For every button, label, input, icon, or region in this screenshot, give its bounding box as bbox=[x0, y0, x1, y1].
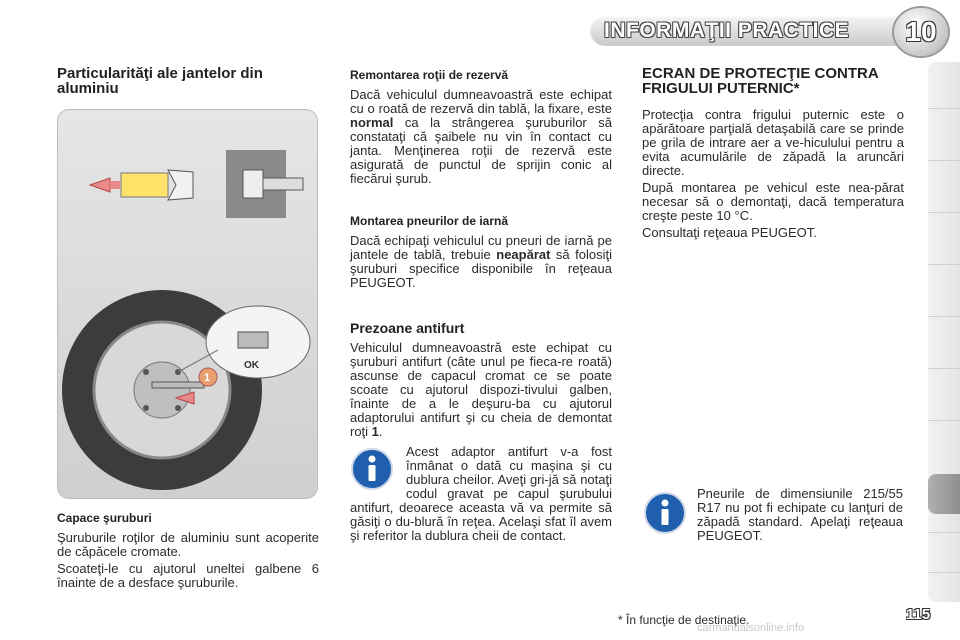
tab-divider bbox=[928, 532, 960, 533]
cold-protection-heading: ECRAN DE PROTECŢIE CONTRA FRIGULUI PUTERNIC* bbox=[642, 65, 879, 97]
tab-divider bbox=[928, 368, 960, 369]
cold-protection-p2: După montarea pe vehicul este nea-părat necesar să o demontaţi, dacă temperatura creşte peste 10 °C. bbox=[642, 180, 904, 223]
antitheft-text-b: . bbox=[378, 424, 383, 439]
snow-chains-info-box bbox=[697, 487, 903, 543]
winter-text-b: să folosiţi şuruburi specifice disponibile în reţeaua PEUGEOT. bbox=[350, 247, 612, 290]
snow-chains-info-text: Pneurile de dimensiunile 215/55 R17 nu pot fi echipate cu lanţuri de zăpadă standard. Apelaţi reţeaua PEUGEOT. bbox=[697, 486, 903, 543]
info-icon bbox=[643, 491, 687, 535]
tab-divider bbox=[928, 420, 960, 421]
tab-divider bbox=[928, 264, 960, 265]
page-title: INFORMAŢII PRACTICE bbox=[604, 19, 850, 42]
page-header bbox=[560, 12, 960, 52]
tab-divider bbox=[928, 572, 960, 573]
arrow-left-icon bbox=[90, 178, 110, 192]
antitheft-bold: 1 bbox=[371, 424, 379, 439]
antitheft-text-a: Vehiculul dumneavoastră este echipat cu şuruburi antifurt (câte unul pe fieca-re roată) ascunse de capacul cromat ce se poate scoate cu ajutorul dispozi-tivului galben, înainte de a le deşuru-ba cu ajutorul adaptorului antifurt şi cu cheia de demontat roţi bbox=[350, 340, 612, 439]
caps-section bbox=[57, 511, 319, 590]
wheel-illustration bbox=[57, 109, 318, 499]
tool-claw-icon bbox=[168, 170, 193, 200]
bolt-head-icon bbox=[243, 170, 263, 198]
column-left bbox=[57, 66, 319, 96]
tab-active-chapter[interactable] bbox=[928, 474, 960, 514]
antitheft-info-text: Acest adaptor antifurt v-a fost înmânat o dată cu maşina şi cu dublura cheilor. Aveţi gri-jă să notaţi codul gravat pe capul şurubului antifurt, deoarece aceasta vă va permite să găsiţi o du-blură în reţea. Acelaşi sfat îl avem şi referitor la dublura cheii de contact. bbox=[350, 444, 612, 543]
arrow-left-shaft bbox=[110, 181, 120, 189]
chapter-tabs bbox=[928, 62, 960, 602]
watermark: carmanualsonline.info bbox=[697, 622, 805, 634]
spare-text-b: ca la strângerea şuruburilor să constataţi că şaibele nu vin în contact cu janta. Menţinerea roţii de rezervă este asigurată de punctul de sprijin conic al fiecărui şurub. bbox=[350, 115, 612, 186]
footnote: * În funcţie de destinaţie. bbox=[618, 613, 750, 627]
wheel-bolt-diagram bbox=[58, 110, 317, 498]
tab-divider bbox=[928, 212, 960, 213]
page-number: 115 bbox=[906, 606, 931, 623]
spare-wheel-paragraph bbox=[350, 88, 612, 186]
info-icon bbox=[350, 447, 394, 491]
antitheft-heading: Prezoane antifurt bbox=[350, 320, 465, 336]
winter-tyres-paragraph bbox=[350, 234, 612, 290]
bolt-shaft-icon bbox=[263, 178, 303, 190]
section-heading-alloy-wheels: Particularităţi ale jantelor din aluminiu bbox=[57, 65, 263, 97]
antitheft-paragraph bbox=[350, 341, 612, 439]
tab-divider bbox=[928, 160, 960, 161]
caps-paragraph-2: Scoateţi-le cu ajutorul uneltei galbene 6 înainte de a desface şuruburile. bbox=[57, 561, 319, 590]
ok-label: OK bbox=[244, 360, 259, 371]
chapter-number-badge: 10 bbox=[894, 8, 948, 56]
wheel-key-icon bbox=[152, 382, 204, 388]
winter-bold: neapărat bbox=[496, 247, 551, 262]
spare-wheel-heading: Remontarea roţii de rezervă bbox=[350, 68, 509, 82]
cold-protection-p3: Consultaţi reţeaua PEUGEOT. bbox=[642, 225, 817, 240]
winter-tyres-heading: Montarea pneurilor de iarnă bbox=[350, 214, 509, 228]
yellow-tool-icon bbox=[121, 173, 168, 197]
tab-divider bbox=[928, 108, 960, 109]
callout-1-label: 1 bbox=[204, 372, 211, 384]
column-right bbox=[642, 66, 904, 240]
spare-bold: normal bbox=[350, 115, 394, 130]
column-middle bbox=[350, 68, 612, 543]
caps-heading: Capace şuruburi bbox=[57, 511, 152, 525]
antitheft-info-box bbox=[350, 445, 612, 543]
caps-paragraph-1: Şuruburile roţilor de aluminiu sunt acoperite de căpăcele cromate. bbox=[57, 530, 319, 559]
tab-divider bbox=[928, 316, 960, 317]
winter-text-a: Dacă echipaţi vehiculul cu pneuri de iarnă pe jantele de tablă, trebuie bbox=[350, 233, 612, 262]
cold-protection-p1: Protecţia contra frigului puternic este o apărătoare parţială detaşabilă care se prinde pe grila de intrare aer a ve-hiculului pentru a evita acumulările de zăpadă la aruncări directe. bbox=[642, 107, 904, 178]
spare-text-a: Dacă vehiculul dumneavoastră este echipat cu o roată de rezervă din tablă, la fixare, este bbox=[350, 87, 612, 116]
